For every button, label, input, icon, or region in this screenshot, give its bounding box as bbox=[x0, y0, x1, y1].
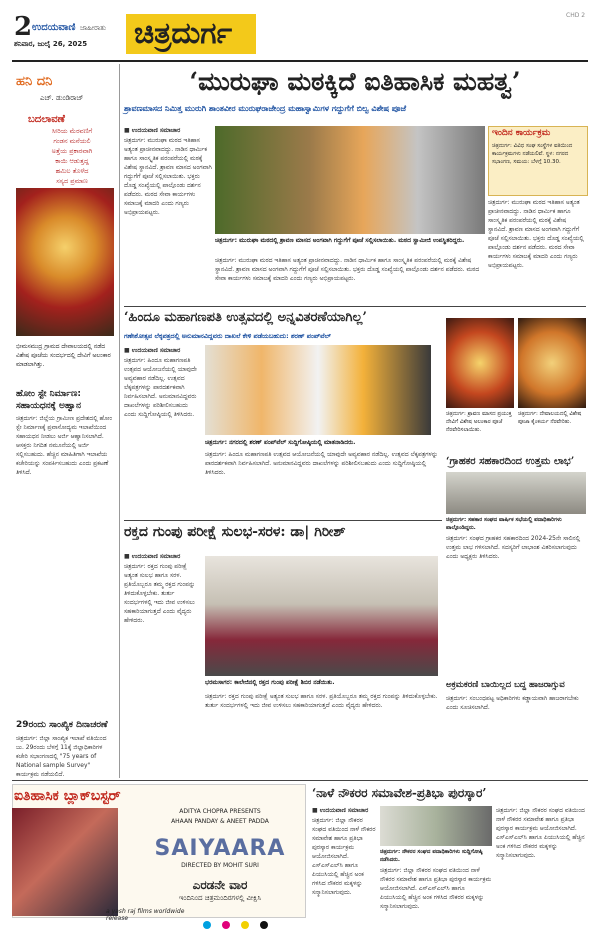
poem-line: ಸೀರಿಯ ಮೆರವಣಿಗೆ bbox=[51, 127, 93, 135]
attendance-body: ಚಿತ್ರದುರ್ಗ: ಸಂಬಂಧಪಟ್ಟ ಅಧಿಕಾರಿಗಳು ಕಡ್ಡಾಯವಾಗಿ ಹಾಜರಾಗಬೇಕು ಎಂದು ಸೂಚಿಸಲಾಗಿದೆ. bbox=[446, 695, 579, 711]
ad-stars: AHAAN PANDAY & ANEET PADDA bbox=[171, 818, 269, 825]
consumer-photo bbox=[446, 472, 586, 514]
edition-code: CHD 2 bbox=[566, 12, 586, 19]
poem-line: ಹಮಿಲ ತೊಳೆದ bbox=[55, 167, 89, 175]
section-rule bbox=[124, 306, 586, 307]
consumer-body: ಚಿತ್ರದುರ್ಗ: ಸಂಘದ ಗ್ರಾಹಕರ ಸಹಕಾರದಿಂದ 2024-25ನೇ ಸಾಲಿನಲ್ಲಿ ಉತ್ತಮ ಲಾಭ ಗಳಿಸಲಾಗಿದೆ. ಸದಸ್ಯರಿಗೆ ಲಾಭಾಂಶ ವಿತರಿಸಲಾಗುವುದು ಎಂದು ಅಧ್ಯಕ್ಷರು ತಿಳಿಸಿದರು. bbox=[446, 535, 581, 560]
ad-week: ಎರಡನೇ ವಾರ bbox=[192, 878, 248, 892]
lead-body-right: ಚಿತ್ರದುರ್ಗ: ಮುರುಘಾ ಮಠದ ಇತಿಹಾಸ ಅತ್ಯಂತ ಪ್ರಾಚೀನವಾದದ್ದು. ನಾಡಿನ ಧಾರ್ಮಿಕ ಹಾಗೂ ಸಾಂಸ್ಕೃತಿಕ ಪರಂಪರೆಯಲ್ಲಿ ಮಠಕ್ಕೆ ವಿಶೇಷ ಸ್ಥಾನವಿದೆ. ಶ್ರಾವಣ ಮಾಸದ ಅಂಗವಾಗಿ ಗದ್ದುಗೆಗೆ ಪೂಜೆ ಸಲ್ಲಿಸಲಾಯಿತು. ಭಕ್ತರು ದೊಡ್ಡ ಸಂಖ್ಯೆಯಲ್ಲಿ ಪಾಲ್ಗೊಂಡು ದರ್ಶನ ಪಡೆದರು. ಮಠದ ಸೇವಾ ಕಾರ್ಯಗಳು ಸಮಾಜಕ್ಕೆ ಮಾದರಿ ಎಂದು ಗಣ್ಯರು ಅಭಿಪ್ರಾಯಪಟ್ಟರು. bbox=[488, 199, 584, 269]
homestay-headline: ಹೋಂ ಸ್ಟೇ ನಿರ್ಮಾಣ: ಸಹಾಯಧನಕ್ಕೆ ಅಹ್ವಾನ bbox=[16, 389, 82, 411]
blood-group-body-continued: ಚಿತ್ರದುರ್ಗ: ರಕ್ತದ ಗುಂಪು ಪರೀಕ್ಷೆ ಅತ್ಯಂತ ಸುಲಭ ಹಾಗೂ ಸರಳ. ಪ್ರತಿಯೊಬ್ಬರೂ ತಮ್ಮ ರಕ್ತದ ಗುಂಪನ್ನು ತಿಳಿದುಕೊಳ್ಳಬೇಕು. ತುರ್ತು ಸಂದರ್ಭಗಳಲ್ಲಿ ಇದು ಜೀವ ಉಳಿಸಲು ಸಹಕಾರಿಯಾಗುತ್ತದೆ ಎಂದು ವೈದ್ಯರು ಹೇಳಿದರು. bbox=[205, 693, 438, 709]
hani-dani-logo: ಹನಿ ದನಿ bbox=[16, 74, 53, 89]
ad-tagline: ಐತಿಹಾಸಿಕ ಬ್ಲಾಕ್‌ಬಸ್ಟರ್ bbox=[14, 788, 121, 804]
consumer-photo-caption: ಚಿತ್ರದುರ್ಗ: ಸಹಕಾರ ಸಂಘದ ವಾರ್ಷಿಕ ಸಭೆಯಲ್ಲಿ ಪದಾಧಿಕಾರಿಗಳು ಪಾಲ್ಗೊಂಡಿದ್ದರು. bbox=[446, 517, 562, 531]
employees-body-right: ಚಿತ್ರದುರ್ಗ: ಜಿಲ್ಲಾ ನೌಕರರ ಸಂಘದ ವತಿಯಿಂದ ನಾಳೆ ನೌಕರರ ಸಮಾವೇಶ ಹಾಗೂ ಪ್ರತಿಭಾ ಪುರಸ್ಕಾರ ಕಾರ್ಯಕ್ರಮ ಆಯೋಜಿಸಲಾಗಿದೆ. ಎಸ್‌ಎಸ್‌ಎಲ್‌ಸಿ ಹಾಗೂ ಪಿಯುಸಿಯಲ್ಲಿ ಹೆಚ್ಚಿನ ಅಂಕ ಗಳಿಸಿದ ನೌಕರರ ಮಕ್ಕಳನ್ನು ಸನ್ಮಾನಿಸಲಾಗುವುದು. bbox=[496, 807, 585, 859]
poem-line: ಗಂಡನ ಮನೆಯಲಿ bbox=[53, 137, 91, 145]
ad-director: DIRECTED BY MOHIT SURI bbox=[181, 862, 259, 869]
ad-poster-image bbox=[12, 808, 118, 916]
issue-date: ಶನಿವಾರ, ಜುಲೈ 26, 2025 bbox=[14, 40, 88, 48]
lead-body-continued: ಚಿತ್ರದುರ್ಗ: ಮುರುಘಾ ಮಠದ ಇತಿಹಾಸ ಅತ್ಯಂತ ಪ್ರಾಚೀನವಾದದ್ದು. ನಾಡಿನ ಧಾರ್ಮಿಕ ಹಾಗೂ ಸಾಂಸ್ಕೃತಿಕ ಪರಂಪರೆಯಲ್ಲಿ ಮಠಕ್ಕೆ ವಿಶೇಷ ಸ್ಥಾನವಿದೆ. ಶ್ರಾವಣ ಮಾಸದ ಅಂಗವಾಗಿ ಗದ್ದುಗೆಗೆ ಪೂಜೆ ಸಲ್ಲಿಸಲಾಯಿತು. ಭಕ್ತರು ದೊಡ್ಡ ಸಂಖ್ಯೆಯಲ್ಲಿ ಪಾಲ್ಗೊಂಡು ದರ್ಶನ ಪಡೆದರು. ಮಠದ ಸೇವಾ ಕಾರ್ಯಗಳು ಸಮಾಜಕ್ಕೆ ಮಾದರಿ ಎಂದು ಗಣ್ಯರು ಅಭಿಪ್ರಾಯಪಟ್ಟರು. bbox=[215, 257, 480, 282]
blood-group-photo bbox=[205, 556, 438, 676]
ganapati-photo-caption: ಚಿತ್ರದುರ್ಗ: ನಗರದಲ್ಲಿ ಶರಣ್ ಪಂಪ್‌ವೆಲ್ ಸುದ್ದಿಗೋಷ್ಠಿಯಲ್ಲಿ ಮಾತನಾಡಿದರು. bbox=[205, 439, 356, 446]
column-divider bbox=[119, 64, 120, 778]
employees-body: ಚಿತ್ರದುರ್ಗ: ಜಿಲ್ಲಾ ನೌಕರರ ಸಂಘದ ವತಿಯಿಂದ ನಾಳೆ ನೌಕರರ ಸಮಾವೇಶ ಹಾಗೂ ಪ್ರತಿಭಾ ಪುರಸ್ಕಾರ ಕಾರ್ಯಕ್ರಮ ಆಯೋಜಿಸಲಾಗಿದೆ. ಎಸ್‌ಎಸ್‌ಎಲ್‌ಸಿ ಹಾಗೂ ಪಿಯುಸಿಯಲ್ಲಿ ಹೆಚ್ಚಿನ ಅಂಕ ಗಳಿಸಿದ ನೌಕರರ ಮಕ್ಕಳನ್ನು ಸನ್ಮಾನಿಸಲಾಗುವುದು. bbox=[312, 817, 376, 896]
city-title: ಚಿತ್ರದುರ್ಗ bbox=[134, 16, 233, 51]
blood-group-byline: ■ ಉದಯವಾಣಿ ಸಮಾಚಾರ bbox=[124, 553, 181, 560]
poem-body bbox=[32, 126, 112, 186]
ganapati-photo bbox=[205, 345, 431, 435]
ganapati-headline: ‘ಹಿಂದೂ ಮಹಾಗಣಪತಿ ಉತ್ಸವದಲ್ಲಿ ಅನ್ನವಿತರಣೆಯಾಗಿಲ್ಲ’ bbox=[124, 310, 367, 325]
ganapati-body-continued: ಚಿತ್ರದುರ್ಗ: ಹಿಂದೂ ಮಹಾಗಣಪತಿ ಉತ್ಸವದ ಆಯೋಜನೆಯಲ್ಲಿ ಯಾವುದೇ ಅವ್ಯವಹಾರ ನಡೆದಿಲ್ಲ. ಉತ್ಸವದ ಲೆಕ್ಕಪತ್ರಗಳನ್ನು ಪಾರದರ್ಶಕವಾಗಿ ನಿರ್ವಹಿಸಲಾಗಿದೆ. ಅನುಮಾನವಿದ್ದವರು ದಾಖಲೆಗಳನ್ನು ಪರಿಶೀಲಿಸಬಹುದು ಎಂದು ಸುದ್ದಿಗೋಷ್ಠಿಯಲ್ಲಿ ತಿಳಿಸಿದರು. bbox=[205, 451, 438, 476]
ad-producer: a yash raj films worldwide release bbox=[106, 908, 185, 922]
ganapati-byline: ■ ಉದಯವಾಣಿ ಸಮಾಚಾರ bbox=[124, 347, 181, 354]
blood-group-body: ಚಿತ್ರದುರ್ಗ: ರಕ್ತದ ಗುಂಪು ಪರೀಕ್ಷೆ ಅತ್ಯಂತ ಸುಲಭ ಹಾಗೂ ಸರಳ. ಪ್ರತಿಯೊಬ್ಬರೂ ತಮ್ಮ ರಕ್ತದ ಗುಂಪನ್ನು ತಿಳಿದುಕೊಳ್ಳಬೇಕು. ತುರ್ತು ಸಂದರ್ಭಗಳಲ್ಲಿ ಇದು ಜೀವ ಉಳಿಸಲು ಸಹಕಾರಿಯಾಗುತ್ತದೆ ಎಂದು ವೈದ್ಯರು ಹೇಳಿದರು. bbox=[124, 563, 196, 624]
blood-group-photo-caption: ಭರಮಸಾಗರ: ಕಾಲೇಜಿನಲ್ಲಿ ರಕ್ತದ ಗುಂಪು ಪರೀಕ್ಷೆ ಶಿಬಿರ ನಡೆಯಿತು. bbox=[205, 679, 335, 686]
employees-headline: ‘ನಾಳೆ ನೌಕರರ ಸಮಾವೇಶ-ಪ್ರತಿಭಾ ಪುರಸ್ಕಾರ’ bbox=[312, 786, 487, 800]
deity-photo bbox=[16, 188, 114, 336]
poem-line: ಅತ್ತೆಯ ಪ್ರಕಾರವಾಗಿ bbox=[51, 147, 93, 155]
registration-marks bbox=[200, 914, 430, 924]
poem-title: ಬದಲಾವಣೆ bbox=[28, 114, 65, 125]
paper-tag: ಜಾಹೀರಾತು bbox=[80, 24, 107, 32]
poem-line: ಸಸ್ಯದ ಪ್ರಮಾಣ bbox=[56, 177, 88, 185]
events-title: ಇಂದಿನ ಕಾರ್ಯಕ್ರಮ bbox=[492, 128, 551, 138]
section-rule bbox=[12, 780, 588, 781]
employees-byline: ■ ಉದಯವಾಣಿ ಸಮಾಚಾರ bbox=[312, 807, 369, 814]
statistics-day-headline: 29ರಂದು ಸಾಂಖ್ಯಿಕ ದಿನಾಚರಣೆ bbox=[16, 720, 108, 730]
ad-movie-title: SAIYAARA bbox=[154, 836, 286, 861]
ganapati-subhead: ಗಣೇಶೋತ್ಸವ ಲೆಕ್ಕಪತ್ರದಲ್ಲಿ ಅನುಮಾನವಿದ್ದವರು ದಾಖಲೆ ಕೇಳಿ ಪಡೆಯಬಹುದು: ಶರಣ್ ಪಂಪ್‌ವೆಲ್ bbox=[124, 332, 331, 340]
ganapati-body: ಚಿತ್ರದುರ್ಗ: ಹಿಂದೂ ಮಹಾಗಣಪತಿ ಉತ್ಸವದ ಆಯೋಜನೆಯಲ್ಲಿ ಯಾವುದೇ ಅವ್ಯವಹಾರ ನಡೆದಿಲ್ಲ. ಉತ್ಸವದ ಲೆಕ್ಕಪತ್ರಗಳನ್ನು ಪಾರದರ್ಶಕವಾಗಿ ನಿರ್ವಹಿಸಲಾಗಿದೆ. ಅನುಮಾನವಿದ್ದವರು ದಾಖಲೆಗಳನ್ನು ಪರಿಶೀಲಿಸಬಹುದು ಎಂದು ಸುದ್ದಿಗೋಷ್ಠಿಯಲ್ಲಿ ತಿಳಿಸಿದರು. bbox=[124, 357, 197, 418]
ad-presenter: ADITYA CHOPRA PRESENTS bbox=[179, 808, 261, 815]
deity-photo-caption: ಭೀಮಸಮುದ್ರ ಗ್ರಾಮದ ದೇವಾಲಯದಲ್ಲಿ ನಡೆದ ವಿಶೇಷ ಪೂಜೆಯ ಸಂದರ್ಭದಲ್ಲಿ ದೇವಿಗೆ ಅಲಂಕಾರ ಮಾಡಲಾಗಿತ್ತು. bbox=[16, 343, 111, 368]
employees-photo bbox=[380, 806, 492, 846]
paper-name: ಉದಯವಾಣಿ bbox=[32, 22, 76, 33]
column-credit: ಎಚ್. ಡುಂಡಿರಾಜ್ bbox=[40, 94, 84, 102]
deity-photo-left bbox=[446, 318, 514, 408]
lead-byline: ■ ಉದಯವಾಣಿ ಸಮಾಚಾರ bbox=[124, 127, 181, 134]
masthead-rule bbox=[12, 60, 588, 62]
ad-venue: ಇಂದಿನಿಂದ ಚಿತ್ರಮಂದಿರಗಳಲ್ಲಿ ವೀಕ್ಷಿಸಿ bbox=[178, 894, 262, 902]
lead-subhead: ಶ್ರಾವಣಮಾಸದ ನಿಮಿತ್ತ ಮುರುಗಿ ಶಾಂತವೀರ ಮುರುಘರಾಜೇಂದ್ರ ಮಹಾಸ್ವಾಮಿಗಳ ಗದ್ದುಗೆಗೆ ಬಿಲ್ವ ವಿಶೇಷ ಪೂಜೆ bbox=[124, 104, 407, 113]
deity-photo-right bbox=[518, 318, 586, 408]
statistics-day-body: ಚಿತ್ರದುರ್ಗ: ಜಿಲ್ಲಾ ಸಾಂಖ್ಯಿಕ ಇಲಾಖೆ ವತಿಯಿಂದ ಜು. 29ರಂದು ಬೆಳಗ್ಗೆ 11ಕ್ಕೆ ಜಿಲ್ಲಾಧಿಕಾರಿಗಳ ಕಚೇರಿ ಸಭಾಂಗಣದಲ್ಲಿ "75 years of National sample Survey" ಕಾರ್ಯಕ್ರಮ ನಡೆಯಲಿದೆ. bbox=[16, 735, 107, 778]
poem-line: ಕಾಯಿ ಆಡುತ್ತದ್ದ bbox=[55, 157, 89, 165]
attendance-headline: ಅಕ್ರಮಕರಣಿ ಬಾಯಿಲ್ಲದ ಬದ್ದ ಹಾಜರಾಗ್ಸುವ bbox=[446, 680, 565, 690]
blood-group-headline: ರಕ್ತದ ಗುಂಪು ಪರೀಕ್ಷೆ ಸುಲಭ-ಸರಳ: ಡಾ| ಗಿರೀಶ್ bbox=[124, 524, 346, 540]
section-rule bbox=[124, 520, 442, 521]
page-number: 2 bbox=[14, 12, 33, 42]
events-body: ಚಿತ್ರದುರ್ಗ: ವಿವಿಧ ಸಂಘ ಸಂಸ್ಥೆಗಳ ವತಿಯಿಂದ ಕಾರ್ಯಕ್ರಮಗಳು ನಡೆಯಲಿವೆ. ಸ್ಥಳ: ನಗರದ ಸಭಾಂಗಣ, ಸಮಯ: ಬೆಳಗ್ಗೆ 10.30. bbox=[492, 143, 573, 165]
employees-body-continued: ಚಿತ್ರದುರ್ಗ: ಜಿಲ್ಲಾ ನೌಕರರ ಸಂಘದ ವತಿಯಿಂದ ನಾಳೆ ನೌಕರರ ಸಮಾವೇಶ ಹಾಗೂ ಪ್ರತಿಭಾ ಪುರಸ್ಕಾರ ಕಾರ್ಯಕ್ರಮ ಆಯೋಜಿಸಲಾಗಿದೆ. ಎಸ್‌ಎಸ್‌ಎಲ್‌ಸಿ ಹಾಗೂ ಪಿಯುಸಿಯಲ್ಲಿ ಹೆಚ್ಚಿನ ಅಂಕ ಗಳಿಸಿದ ನೌಕರರ ಮಕ್ಕಳನ್ನು ಸನ್ಮಾನಿಸಲಾಗುವುದು. bbox=[380, 867, 492, 910]
lead-headline: ‘ಮುರುಘಾ ಮಠಕ್ಕಿದೆ ಐತಿಹಾಸಿಕ ಮಹತ್ವ’ bbox=[189, 67, 521, 96]
lead-photo bbox=[215, 126, 485, 234]
lead-photo-caption: ಚಿತ್ರದುರ್ಗ: ಮುರುಘಾ ಮಠದಲ್ಲಿ ಶ್ರಾವಣ ಮಾಸದ ಅಂಗವಾಗಿ ಗದ್ದುಗೆಗೆ ಪೂಜೆ ಸಲ್ಲಿಸಲಾಯಿತು. ಮಠದ ಸ್ವಾಮೀಜಿ ಉಪಸ್ಥಿತರಿದ್ದರು. bbox=[215, 237, 465, 244]
deity-right-caption: ಚಿತ್ರದುರ್ಗ: ದೇವಾಲಯದಲ್ಲಿ ವಿಶೇಷ ಪೂಜಾ ಕೈಂಕರ್ಯ ನೆರವೇರಿತು. bbox=[518, 411, 582, 425]
deity-left-caption: ಚಿತ್ರದುರ್ಗ: ಶ್ರಾವಣ ಮಾಸದ ಪ್ರಯುಕ್ತ ದೇವಿಗೆ ವಿಶೇಷ ಅಲಂಕಾರ ಪೂಜೆ ನೆರವೇರಿಸಲಾಯಿತು. bbox=[446, 411, 512, 433]
employees-photo-caption: ಚಿತ್ರದುರ್ಗ: ನೌಕರರ ಸಂಘದ ಪದಾಧಿಕಾರಿಗಳು ಸುದ್ದಿಗೋಷ್ಠಿ ನಡೆಸಿದರು. bbox=[380, 849, 483, 863]
consumer-headline: ‘ಗ್ರಾಹಕರ ಸಹಕಾರದಿಂದ ಉತ್ತಮ ಲಾಭ’ bbox=[446, 456, 575, 467]
homestay-body: ಚಿತ್ರದುರ್ಗ: ಜಿಲ್ಲೆಯ ಗ್ರಾಮೀಣ ಪ್ರದೇಶದಲ್ಲಿ ಹೋಂ ಸ್ಟೇ ನಿರ್ಮಾಣಕ್ಕೆ ಪ್ರವಾಸೋದ್ಯಮ ಇಲಾಖೆಯಿಂದ ಸಹಾಯಧನ ನೀಡಲು ಅರ್ಜಿ ಆಹ್ವಾನಿಸಲಾಗಿದೆ. ಆಸಕ್ತರು ನಿಗದಿತ ನಮೂನೆಯಲ್ಲಿ ಅರ್ಜಿ ಸಲ್ಲಿಸಬಹುದು. ಹೆಚ್ಚಿನ ಮಾಹಿತಿಗಾಗಿ ಇಲಾಖೆಯ ಕಚೇರಿಯನ್ನು ಸಂಪರ್ಕಿಸಬಹುದು ಎಂದು ಪ್ರಕಟಣೆ ತಿಳಿಸಿದೆ. bbox=[16, 415, 113, 476]
lead-body: ಚಿತ್ರದುರ್ಗ: ಮುರುಘಾ ಮಠದ ಇತಿಹಾಸ ಅತ್ಯಂತ ಪ್ರಾಚೀನವಾದದ್ದು. ನಾಡಿನ ಧಾರ್ಮಿಕ ಹಾಗೂ ಸಾಂಸ್ಕೃತಿಕ ಪರಂಪರೆಯಲ್ಲಿ ಮಠಕ್ಕೆ ವಿಶೇಷ ಸ್ಥಾನವಿದೆ. ಶ್ರಾವಣ ಮಾಸದ ಅಂಗವಾಗಿ ಗದ್ದುಗೆಗೆ ಪೂಜೆ ಸಲ್ಲಿಸಲಾಯಿತು. ಭಕ್ತರು ದೊಡ್ಡ ಸಂಖ್ಯೆಯಲ್ಲಿ ಪಾಲ್ಗೊಂಡು ದರ್ಶನ ಪಡೆದರು. ಮಠದ ಸೇವಾ ಕಾರ್ಯಗಳು ಸಮಾಜಕ್ಕೆ ಮಾದರಿ ಎಂದು ಗಣ್ಯರು ಅಭಿಪ್ರಾಯಪಟ್ಟರು. bbox=[124, 137, 212, 216]
